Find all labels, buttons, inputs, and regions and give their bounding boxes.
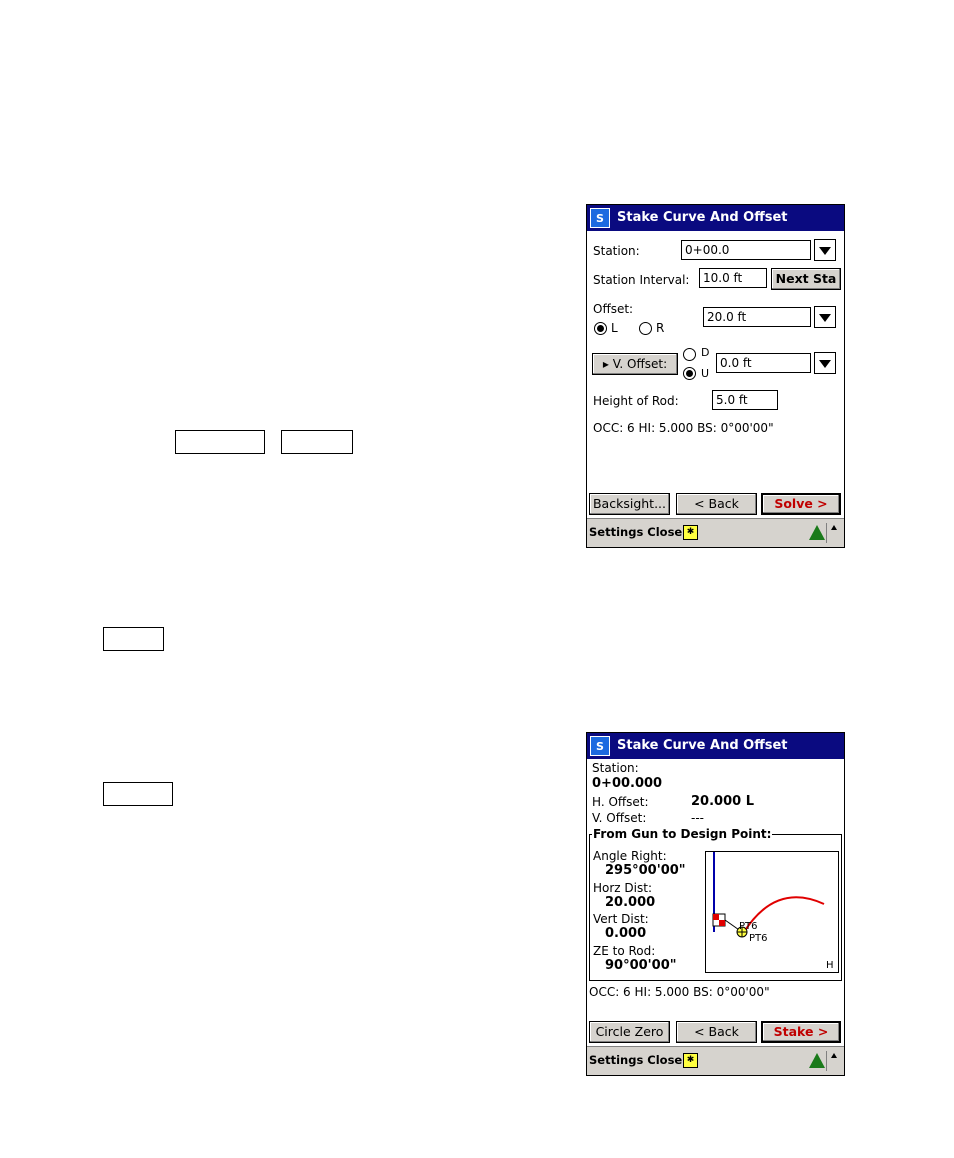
- voffset-d-radio[interactable]: [683, 348, 696, 361]
- ze-value: 90°00'00": [605, 958, 677, 973]
- plot-corner-label: H: [826, 960, 834, 971]
- station-label: Station:: [592, 761, 639, 775]
- ze-label: ZE to Rod:: [593, 944, 656, 958]
- backsight-target-icon: [713, 914, 725, 926]
- sun-icon[interactable]: ✱: [683, 1053, 698, 1068]
- offset-right-radio[interactable]: [639, 322, 652, 335]
- input-panel-arrow-icon[interactable]: [831, 1053, 837, 1058]
- horz-value: 20.000: [605, 895, 656, 910]
- stake-input-screen: [586, 204, 845, 548]
- status-line: OCC: 6 HI: 5.000 BS: 0°00'00": [593, 421, 774, 435]
- doc-box-1: [175, 430, 265, 454]
- voffset-field[interactable]: 0.0 ft: [716, 353, 811, 373]
- offset-label: Offset:: [593, 302, 634, 316]
- survey-pro-logo-icon[interactable]: S: [590, 736, 610, 756]
- voffset-dropdown-button[interactable]: [814, 352, 836, 374]
- stake-graphic[interactable]: [705, 851, 839, 973]
- point-label-upper: PT6: [739, 921, 758, 932]
- voffset-u-label: U: [701, 367, 710, 380]
- solve-button[interactable]: Solve >: [761, 493, 841, 515]
- angle-label: Angle Right:: [593, 849, 667, 863]
- offset-right-label: R: [656, 321, 665, 335]
- station-value: 0+00.000: [592, 776, 663, 791]
- doc-box-4: [103, 782, 173, 806]
- instrument-icon[interactable]: [809, 1053, 825, 1068]
- voffset-d-label: D: [701, 346, 710, 359]
- voffset-label: V. Offset:: [592, 811, 647, 825]
- instrument-icon[interactable]: [809, 525, 825, 540]
- next-sta-button[interactable]: Next Sta: [771, 268, 841, 290]
- window-title: Stake Curve And Offset: [617, 738, 788, 753]
- back-button[interactable]: < Back: [676, 1021, 757, 1043]
- survey-pro-logo-icon[interactable]: S: [590, 208, 610, 228]
- hoffset-label: H. Offset:: [592, 795, 649, 809]
- vert-label: Vert Dist:: [593, 912, 649, 926]
- angle-value: 295°00'00": [605, 863, 686, 878]
- station-combo-field[interactable]: 0+00.0: [681, 240, 811, 260]
- backsight-button[interactable]: Backsight...: [589, 493, 670, 515]
- rod-label: Height of Rod:: [593, 394, 679, 408]
- settings-close-menu[interactable]: Settings Close: [589, 1053, 683, 1067]
- group-title: From Gun to Design Point:: [593, 827, 772, 841]
- separator: [826, 523, 827, 543]
- title-bar: [587, 205, 844, 231]
- sun-icon[interactable]: ✱: [683, 525, 698, 540]
- vert-value: 0.000: [605, 926, 647, 941]
- offset-field[interactable]: 20.0 ft: [703, 307, 811, 327]
- station-dropdown-button[interactable]: [814, 239, 836, 261]
- voffset-value: ---: [691, 811, 704, 825]
- circle-zero-button[interactable]: Circle Zero: [589, 1021, 670, 1043]
- back-button[interactable]: < Back: [676, 493, 757, 515]
- window-title: Stake Curve And Offset: [617, 210, 788, 225]
- doc-box-3: [103, 627, 164, 651]
- offset-left-label: L: [611, 321, 618, 335]
- stake-graphic-svg: [706, 852, 838, 972]
- stake-button[interactable]: Stake >: [761, 1021, 841, 1043]
- command-bar: [587, 1046, 844, 1075]
- point-label-lower: PT6: [749, 933, 768, 944]
- voffset-u-radio[interactable]: [683, 367, 696, 380]
- command-bar: [587, 518, 844, 547]
- hoffset-value: 20.000 L: [691, 794, 754, 809]
- interval-field[interactable]: 10.0 ft: [699, 268, 767, 288]
- interval-label: Station Interval:: [593, 273, 690, 287]
- status-line: OCC: 6 HI: 5.000 BS: 0°00'00": [589, 985, 770, 999]
- offset-dropdown-button[interactable]: [814, 306, 836, 328]
- rod-field[interactable]: 5.0 ft: [712, 390, 778, 410]
- separator: [826, 1051, 827, 1071]
- settings-close-menu[interactable]: Settings Close: [589, 525, 683, 539]
- title-bar: [587, 733, 844, 759]
- stake-result-screen: [586, 732, 845, 1076]
- doc-box-2: [281, 430, 353, 454]
- input-panel-arrow-icon[interactable]: [831, 525, 837, 530]
- horz-label: Horz Dist:: [593, 881, 652, 895]
- station-label: Station:: [593, 244, 640, 258]
- v-offset-button[interactable]: ▸ V. Offset:: [592, 353, 678, 375]
- offset-left-radio[interactable]: [594, 322, 607, 335]
